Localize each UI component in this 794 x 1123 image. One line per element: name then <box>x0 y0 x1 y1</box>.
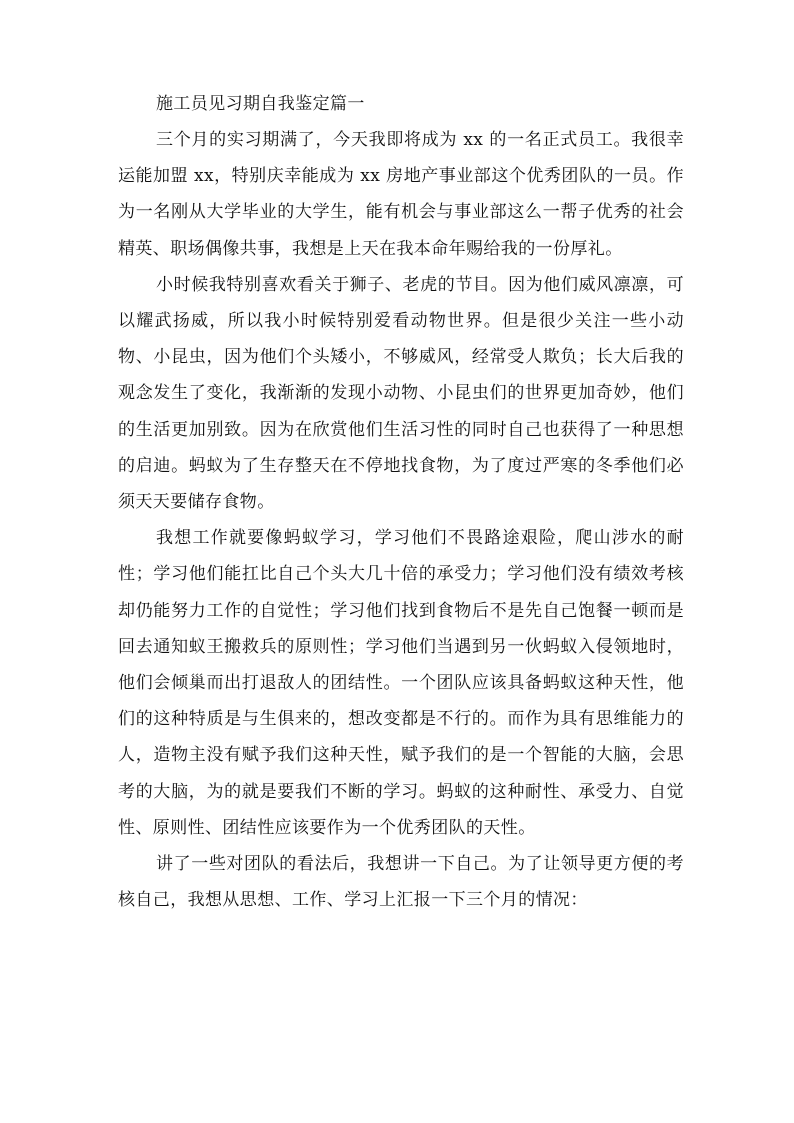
paragraph-learn-from-ants: 我想工作就要像蚂蚁学习，学习他们不畏路途艰险，爬山涉水的耐性；学习他们能扛比自己个头大几十倍的承受力；学习他们没有绩效考核却仍能努力工作的自觉性；学习他们找到食物后不是先自己饱餐一顿而是回去通知蚁王搬救兵的原则性；学习他们当遇到另一伙蚂蚁入侵领地时，他们会倾巢而出打退敌人的团结性。一个团队应该具备蚂蚁这种天性，他们的这种特质是与生俱来的，想改变都是不行的。而作为具有思维能力的人，造物主没有赋予我们这种天性，赋予我们的是一个智能的大脑，会思考的大脑，为的就是要我们不断的学习。蚂蚁的这种耐性、承受力、自觉性、原则性、团结性应该要作为一个优秀团队的天性。 <box>118 528 684 838</box>
paragraph-childhood-animals: 小时候我特别喜欢看关于狮子、老虎的节目。因为他们威风凛凛，可以耀武扬威，所以我小时候特别爱看动物世界。但是很少关注一些小动物、小昆虫，因为他们个头矮小，不够威风，经常受人欺负；长大后我的观念发生了变化，我渐渐的发现小动物、小昆虫们的世界更加奇妙，他们的生活更加别致。因为在欣赏他们生活习性的同时自己也获得了一种思想的启迪。蚂蚁为了生存整天在不停地找食物，为了度过严寒的冬季他们必须天天要储存食物。 <box>118 274 684 513</box>
paragraph-self-report-intro: 讲了一些对团队的看法后，我想讲一下自己。为了让领导更方便的考核自己，我想从思想、工作、学习上汇报一下三个月的情况： <box>118 854 684 911</box>
paragraph-internship-summary: 三个月的实习期满了，今天我即将成为 xx 的一名正式员工。我很幸运能加盟 xx，特别庆幸能成为 xx 房地产事业部这个优秀团队的一员。作为一名刚从大学毕业的大学生，能有机会与事业部这么一帮子优秀的社会精英、职场偶像共事，我想是上天在我本命年赐给我的一份厚礼。 <box>118 130 684 259</box>
document-page <box>118 86 684 918</box>
document-title: 施工员见习期自我鉴定篇一 <box>156 94 365 114</box>
